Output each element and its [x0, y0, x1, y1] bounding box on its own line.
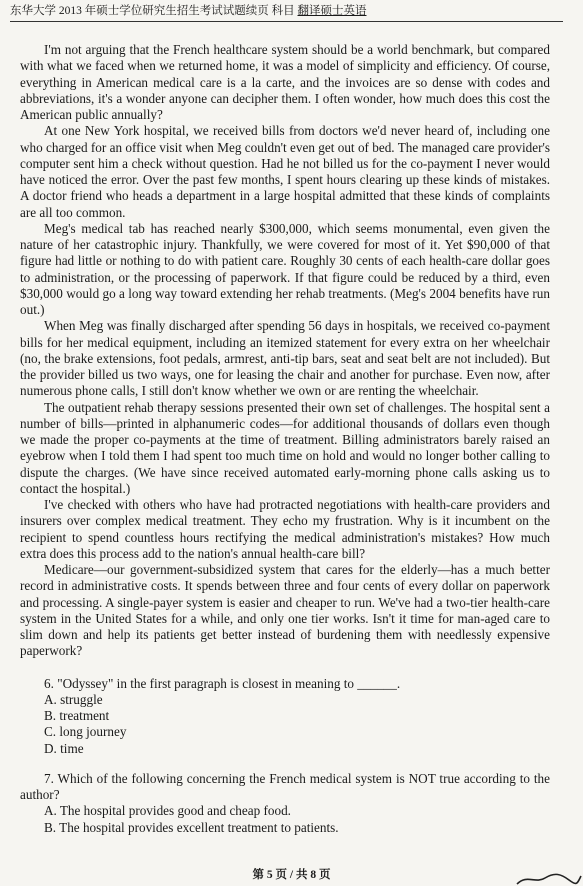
handwriting-mark: [513, 870, 583, 886]
question-6: [20, 676, 550, 757]
paragraph-5: The outpatient rehab therapy sessions presented their own set of challenges. The hospital sent a number of bills—printed in alphanumeric codes—for additional thousands of dollars even though we made the proper co-payments at the time of treatment. Billing administrators barely raised an eyebrow when I told them I had spent too much time on hold and would no longer bother calling to dispute the charges. (We have since received automated early-morning phone calls asking us to contact the hospital.): [20, 399, 550, 496]
paragraph-4: When Meg was finally discharged after spending 56 days in hospitals, we received co-payment bills for her medical equipment, including an itemized statement for every extra on her wheelchair (no, the brake extensions, foot pedals, armrest, anti-tip bars, seat and seat belt are not included). But the provider billed us two ways, one for leasing the chair and another for purchase. Even now, after numerous phone calls, I still don't know whether we own or are renting the wheelchair.: [20, 318, 550, 399]
question-stem: 7. Which of the following concerning the French medical system is NOT true according to the author?: [20, 770, 550, 802]
page-footer: 第 5 页 / 共 8 页: [252, 869, 331, 881]
paragraph-7: Medicare—our government-subsidized system that cares for the elderly—has a much better record in administrative costs. It spends between three and four cents of every dollar on paperwork and processing. A single-payer system is easier and cheaper to run. We've had a two-tier health-care system in the United States for a while, and only one tier works. Isn't it time for man-aged care to slim down and help its patients get better instead of burdening them with needlessly expensive paperwork?: [20, 562, 550, 659]
option-a: A. struggle: [44, 691, 103, 707]
header-title: 东华大学 2013 年硕士学位研究生招生考试试题续页 科目: [10, 5, 295, 17]
paragraph-3: Meg's medical tab has reached nearly $300,000, which seems monumental, even given the nature of her catastrophic injury. Thankfully, we were covered for most of it. Yet $90,000 of that figure had little or nothing to do with patient care. Roughly 30 cents of each health-care dollar goes to administration, or the processing of paperwork. If that figure could be reduced by a third, even $30,000 would go a long way toward extending her rehab treatments. (Meg's 2004 benefits have run out.): [20, 220, 550, 317]
paragraph-6: I've checked with others who have had protracted negotiations with health-care providers and insurers over complex medical treatment. They echo my frustration. Why is it incumbent on the recipient to spend countless hours rectifying the medical administration's mistakes? How much extra does this process add to the nation's annual health-care bill?: [20, 497, 550, 561]
option-c: C. long journey: [44, 724, 127, 740]
paragraph-1: I'm not arguing that the French healthcare system should be a world benchmark, but compared with what we faced when we returned home, it was a model of simplicity and efficiency. Of course, everything in American medical care is a la carte, and the invoices are so dense with codes and abbreviations, it's a wonder anyone can decipher them. I often wonder, how much does this cost the American public annually?: [20, 42, 550, 122]
question-list: [20, 676, 550, 836]
option-b: B. treatment: [44, 708, 110, 723]
option-d: D. time: [44, 740, 84, 756]
question-stem: 6. "Odyssey" in the first paragraph is closest in meaning to ______.: [44, 675, 401, 691]
passage-content: [20, 42, 550, 850]
header-subject: 翻译硕士英语: [297, 5, 367, 17]
option-b: B. The hospital provides excellent treatment to patients.: [44, 819, 339, 835]
option-a: A. The hospital provides good and cheap food.: [44, 803, 291, 819]
page-header: [10, 4, 573, 18]
header-rule: [10, 21, 563, 22]
paragraph-2: At one New York hospital, we received bills from doctors we'd never heard of, including one who charged for an office visit when Meg couldn't even get out of bed. The managed care provider's computer sent him a check without question. Had he not billed us for the co-payment I never would have noticed the error. Over the past few months, I spent hours clearing up these kinds of mistakes. A doctor friend who heads a department in a large hospital admitted that these kinds of complaints are all too common.: [20, 123, 550, 220]
question-7: [20, 771, 550, 836]
